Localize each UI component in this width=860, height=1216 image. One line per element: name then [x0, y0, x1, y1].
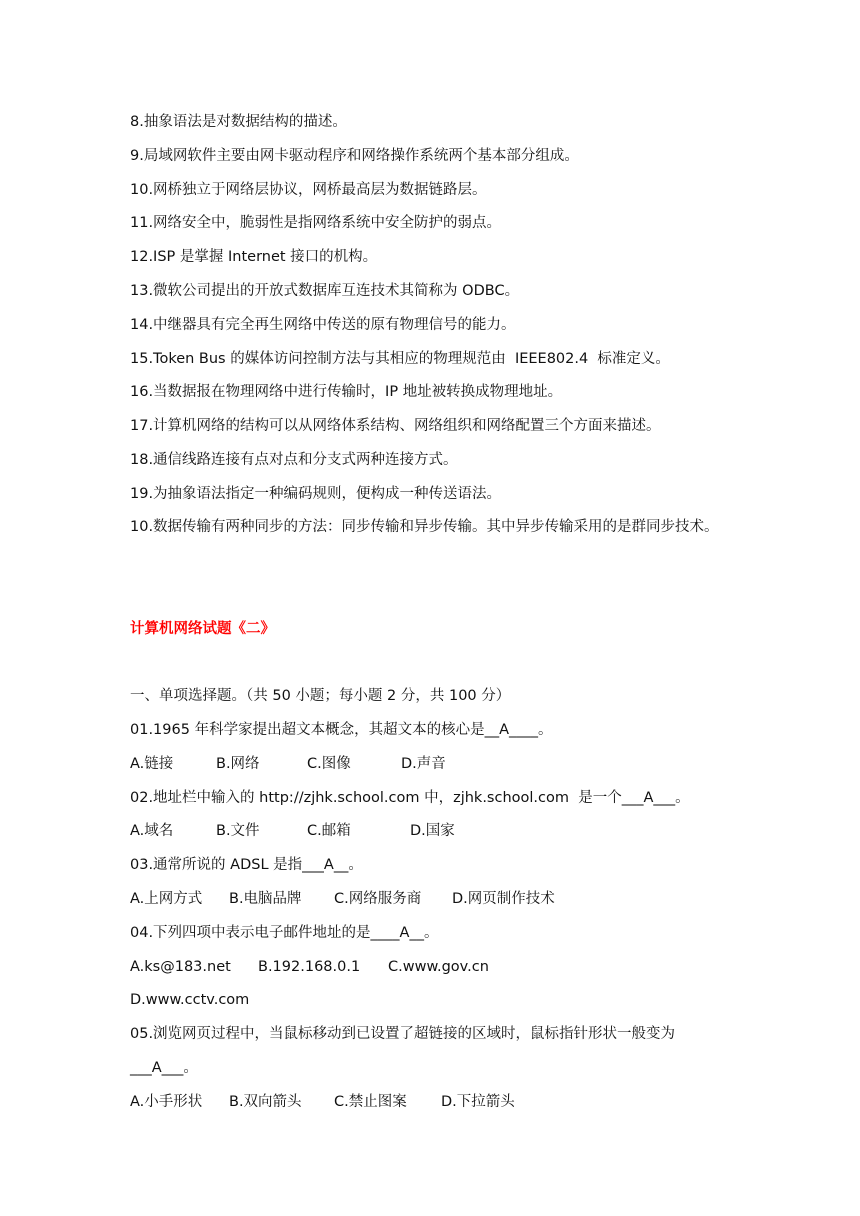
- question-03-option-d: D.网页制作技术: [452, 891, 555, 907]
- question-04-option-b: B.192.168.0.1: [258, 959, 361, 975]
- statement-11: 11.网络安全中，脆弱性是指网络系统中安全防护的弱点。: [130, 215, 502, 231]
- question-05-stem: 05.浏览网页过程中，当鼠标移动到已设置了超链接的区域时，鼠标指针形状一般变为: [130, 1026, 676, 1042]
- question-02-option-c: C.邮箱: [307, 823, 351, 839]
- statement-18: 18.通信线路连接有点对点和分支式两种连接方式。: [130, 452, 458, 468]
- statement-10b: 10.数据传输有两种同步的方法：同步传输和异步传输。其中异步传输采用的是群同步技术。: [130, 519, 719, 535]
- statement-17: 17.计算机网络的结构可以从网络体系结构、网络组织和网络配置三个方面来描述。: [130, 418, 661, 434]
- question-02-option-d: D.国家: [410, 823, 455, 839]
- question-02-option-b: B.文件: [216, 823, 260, 839]
- question-05-stem-line2: ___A___。: [130, 1060, 198, 1076]
- statement-12: 12.ISP 是掌握 Internet 接口的机构。: [130, 249, 378, 265]
- statement-16: 16.当数据报在物理网络中进行传输时，IP 地址被转换成物理地址。: [130, 384, 563, 400]
- question-02-option-a: A.域名: [130, 823, 174, 839]
- question-01-option-c: C.图像: [307, 756, 351, 772]
- question-05-option-c: C.禁止图案: [334, 1094, 407, 1110]
- question-05-option-a: A.小手形状: [130, 1094, 203, 1110]
- section-intro: 一、单项选择题。（共 50 小题；每小题 2 分，共 100 分）: [130, 688, 511, 704]
- statement-15: 15.Token Bus 的媒体访问控制方法与其相应的物理规范由 IEEE802.4 标准定义。: [130, 351, 670, 367]
- question-03-option-b: B.电脑品牌: [229, 891, 302, 907]
- statement-13: 13.微软公司提出的开放式数据库互连技术其简称为 ODBC。: [130, 283, 520, 299]
- section-title: 计算机网络试题《二》: [130, 621, 275, 637]
- statement-19: 19.为抽象语法指定一种编码规则，便构成一种传送语法。: [130, 486, 502, 502]
- question-01-option-b: B.网络: [216, 756, 260, 772]
- question-03-stem: 03.通常所说的 ADSL 是指___A__。: [130, 857, 363, 873]
- question-03-option-a: A.上网方式: [130, 891, 203, 907]
- statement-14: 14.中继器具有完全再生网络中传送的原有物理信号的能力。: [130, 317, 516, 333]
- statement-10: 10.网桥独立于网络层协议，网桥最高层为数据链路层。: [130, 182, 487, 198]
- question-05-option-d: D.下拉箭头: [441, 1094, 515, 1110]
- question-01-option-d: D.声音: [401, 756, 446, 772]
- question-01-option-a: A.链接: [130, 756, 174, 772]
- question-05-options: [130, 1092, 515, 1212]
- question-04-option-a: A.ks@183.net: [130, 959, 231, 975]
- question-04-stem: 04.下列四项中表示电子邮件地址的是____A__。: [130, 925, 439, 941]
- statement-9: 9.局域网软件主要由网卡驱动程序和网络操作系统两个基本部分组成。: [130, 148, 579, 164]
- question-01-stem: 01.1965 年科学家提出超文本概念，其超文本的核心是__A____。: [130, 722, 553, 738]
- question-05-option-b: B.双向箭头: [229, 1094, 302, 1110]
- question-02-stem: 02.地址栏中输入的 http://zjhk.school.com 中，zjhk.school.com 是一个___A___。: [130, 790, 690, 806]
- question-04-option-d: D.www.cctv.com: [130, 992, 250, 1008]
- statement-8: 8.抽象语法是对数据结构的描述。: [130, 114, 347, 130]
- question-04-option-c: C.www.gov.cn: [388, 959, 489, 975]
- question-03-option-c: C.网络服务商: [334, 891, 422, 907]
